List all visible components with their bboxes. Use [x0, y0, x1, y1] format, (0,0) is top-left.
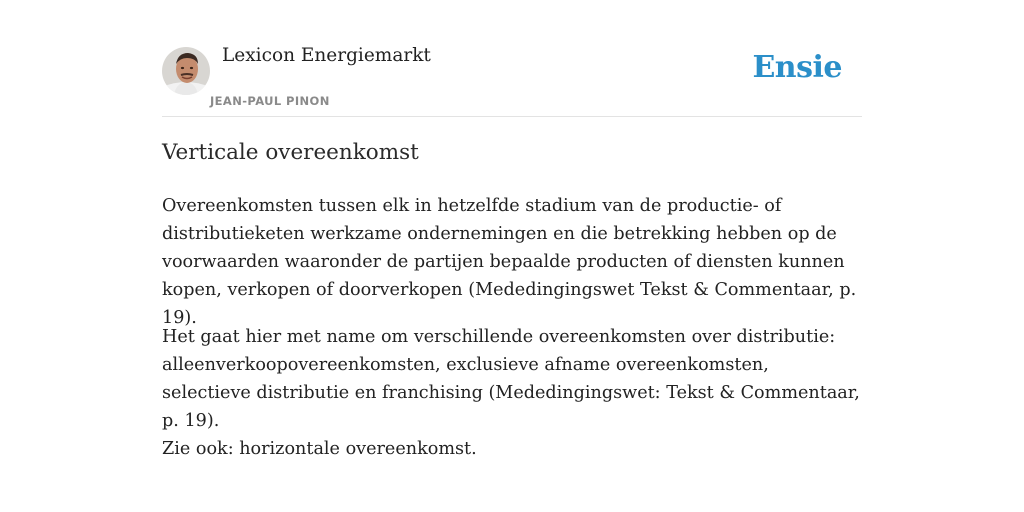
entry-card — [162, 0, 862, 512]
entry-title: Verticale overeenkomst — [162, 140, 419, 165]
entry-paragraph: Overeenkomsten tussen elk in hetzelfde stadium van de productie- of distributieketen werkzame ondernemingen en die betrekking hebben op de voorwaarden waaronder de partijen bepaalde producten of diensten kunnen kopen, verkopen of doorverkopen (Mededingingswet Tekst & Commentaar, p. 19). — [162, 196, 857, 328]
see-also-text: Zie ook: horizontale overeenkomst. — [162, 439, 477, 459]
lexicon-title[interactable]: Lexicon Energiemarkt — [222, 45, 431, 66]
entry-paragraph: Het gaat hier met name om verschillende overeenkomsten over distributie: alleenverkoopovereenkomsten, exclusieve afname overeenkomsten, selectieve distributie en franchising (Mededingingswet: Tekst & Commentaar, p. 19). — [162, 327, 860, 431]
author-name[interactable]: JEAN-PAUL PINON — [210, 94, 330, 108]
entry-header — [162, 0, 862, 117]
author-avatar[interactable] — [162, 47, 210, 95]
avatar-portrait-icon — [162, 47, 210, 95]
ensie-logo[interactable]: Ensie — [752, 50, 842, 85]
